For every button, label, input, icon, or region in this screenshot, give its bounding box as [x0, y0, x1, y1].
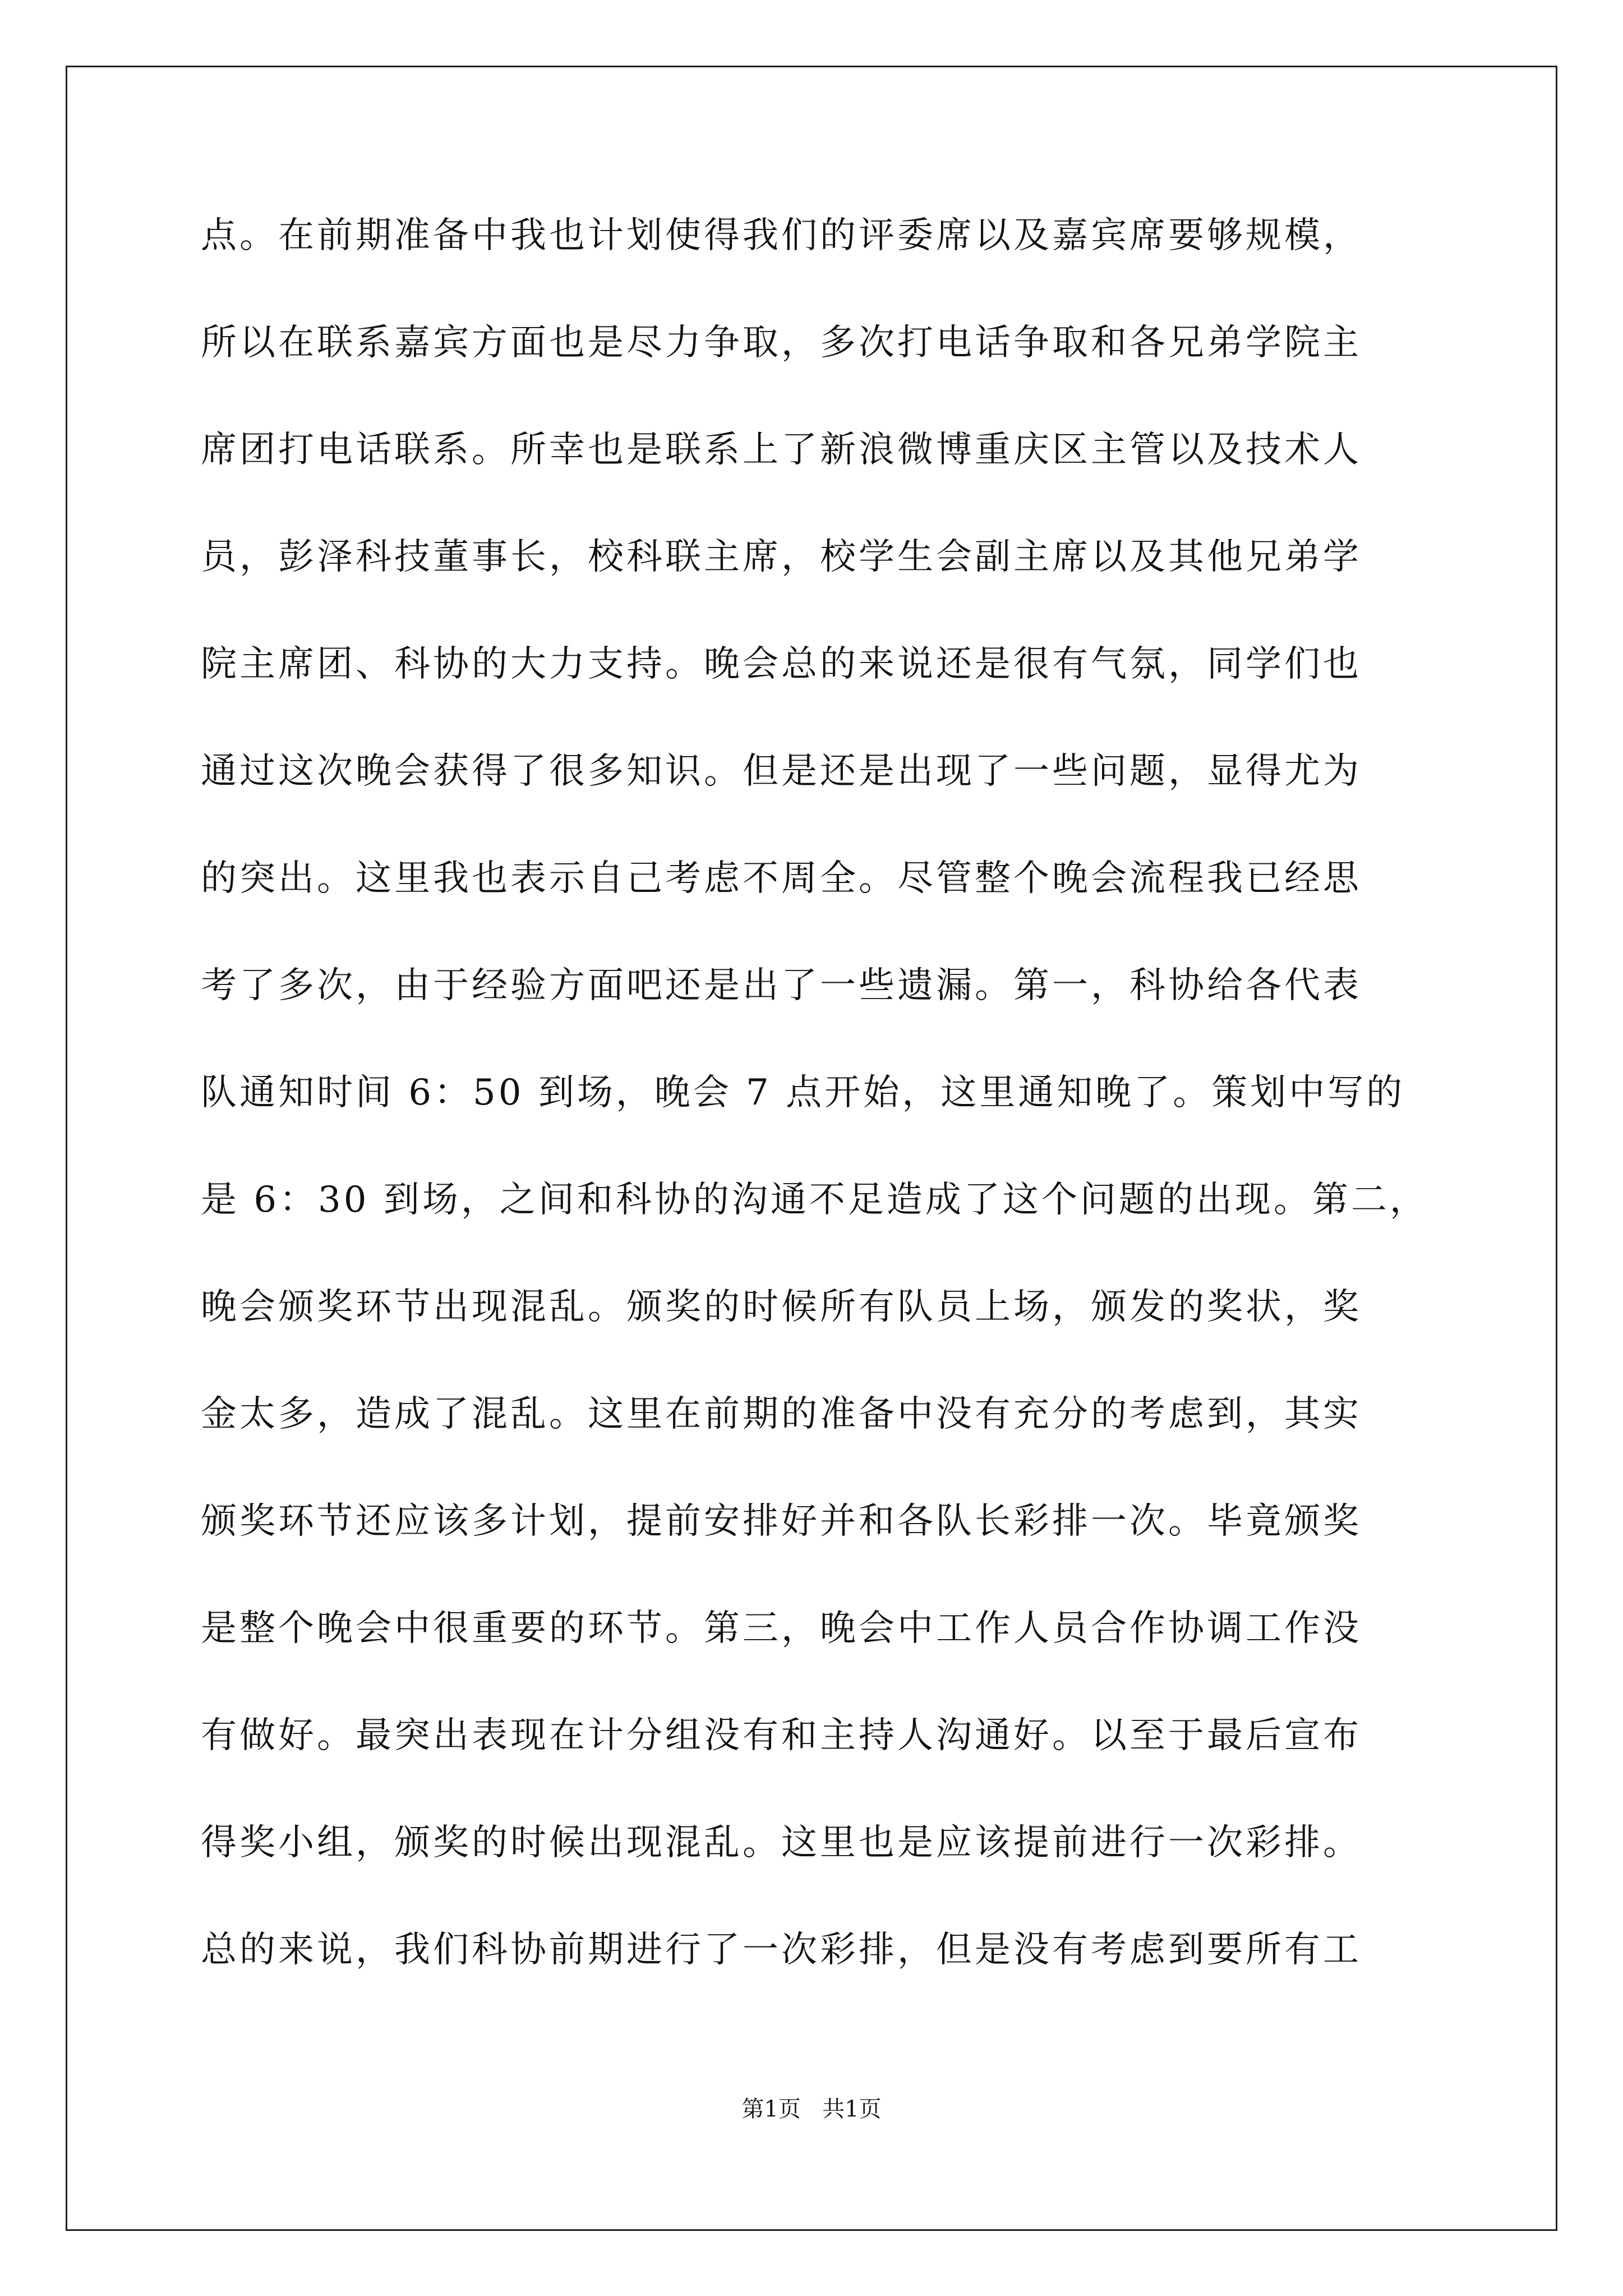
text-line: 通过这次晚会获得了很多知识。但是还是出现了一些问题，显得尤为	[201, 751, 1362, 792]
text-line: 金太多，造成了混乱。这里在前期的准备中没有充分的考虑到，其实	[201, 1393, 1362, 1435]
text-line: 的突出。这里我也表示自己考虑不周全。尽管整个晚会流程我已经思	[201, 858, 1362, 899]
text-line: 颁奖环节还应该多计划，提前安排好并和各队长彩排一次。毕竟颁奖	[201, 1501, 1362, 1542]
text-line: 员，彭泽科技董事长，校科联主席，校学生会副主席以及其他兄弟学	[201, 536, 1362, 578]
text-line: 院主席团、科协的大力支持。晚会总的来说还是很有气氛，同学们也	[201, 643, 1362, 685]
text-line: 点。在前期准备中我也计划使得我们的评委席以及嘉宾席要够规模，	[201, 215, 1362, 256]
text-line: 得奖小组，颁奖的时候出现混乱。这里也是应该提前进行一次彩排。	[201, 1822, 1362, 1864]
document-body	[201, 208, 1435, 2029]
page-number: 第1页	[741, 2096, 801, 2122]
text-line: 是 6：30 到场，之间和科协的沟通不足造成了这个问题的出现。第二，	[201, 1179, 1428, 1221]
text-line: 队通知时间 6：50 到场，晚会 7 点开始，这里通知晚了。策划中写的	[201, 1072, 1405, 1114]
text-line: 考了多次，由于经验方面吧还是出了一些遗漏。第一，科协给各代表	[201, 965, 1362, 1006]
text-line: 晚会颁奖环节出现混乱。颁奖的时候所有队员上场，颁发的奖状，奖	[201, 1286, 1362, 1328]
text-line: 席团打电话联系。所幸也是联系上了新浪微博重庆区主管以及技术人	[201, 429, 1362, 471]
text-line: 所以在联系嘉宾方面也是尽力争取，多次打电话争取和各兄弟学院主	[201, 322, 1362, 364]
page-footer	[0, 2095, 1623, 2123]
text-line: 是整个晚会中很重要的环节。第三，晚会中工作人员合作协调工作没	[201, 1608, 1362, 1649]
text-line: 有做好。最突出表现在计分组没有和主持人沟通好。以至于最后宣布	[201, 1715, 1362, 1756]
text-line: 总的来说，我们科协前期进行了一次彩排，但是没有考虑到要所有工	[201, 1929, 1362, 1971]
page-total: 共1页	[822, 2096, 882, 2122]
